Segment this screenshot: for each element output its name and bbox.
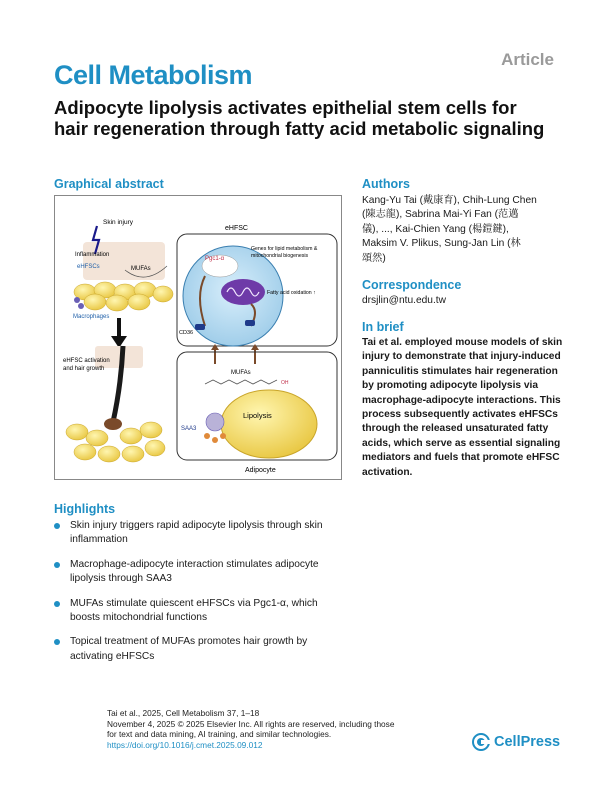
label-inflammation: Inflammation (75, 252, 110, 258)
citation-line: Tai et al., 2025, Cell Metabolism 37, 1–18 (107, 708, 260, 718)
label-adipocyte: Adipocyte (245, 467, 276, 474)
highlight-line: Topical treatment of MUFAs promotes hair growth by (70, 636, 308, 648)
brief-line: injury to demonstrate that injury-induced (362, 351, 561, 363)
label-ehfsc: eHFSC (225, 225, 248, 232)
graphical-abstract-figure[interactable] (54, 195, 342, 480)
label-fa-oxidation: Fatty acid oxidation ↑ (267, 290, 316, 296)
label-oh: OH (281, 380, 289, 386)
brief-line: panniculitis stimulates hair regeneration (362, 365, 558, 377)
article-type-label: Article (501, 50, 554, 69)
brief-line: by promoting adipocyte lipolysis via (362, 380, 539, 392)
authors-list (362, 194, 567, 266)
journal-name[interactable]: Cell Metabolism (54, 60, 253, 90)
brief-line: activation. (362, 466, 413, 478)
correspondence-heading: Correspondence (362, 278, 462, 292)
label-activation-1: eHFSC activation (63, 358, 110, 364)
cellpress-logo[interactable] (472, 733, 560, 751)
publisher-name: CellPress (494, 734, 561, 750)
bullet-icon (54, 523, 60, 529)
label-saa3: SAA3 (181, 426, 197, 432)
highlights-list (54, 519, 354, 674)
authors-heading: Authors (362, 177, 410, 191)
label-skin-injury: Skin injury (103, 219, 133, 226)
highlight-item (54, 519, 354, 548)
skin-injury-panel (73, 219, 173, 320)
copyright-line: for text and data mining, AI training, and similar technologies. (107, 729, 332, 739)
label-cd36: CD36 (179, 330, 194, 336)
brief-line: through the released unsaturated fatty (362, 423, 549, 435)
highlight-item (54, 597, 354, 626)
bullet-icon (54, 639, 60, 645)
label-ehfscs: eHFSCs (77, 264, 100, 270)
highlight-line: MUFAs stimulate quiescent eHFSCs via Pgc1-α, which (70, 597, 318, 609)
author-line: Maksim V. Plikus, Sung-Jan Lin (林 (362, 238, 521, 250)
correspondence-email[interactable]: drsjlin@ntu.edu.tw (362, 295, 446, 306)
citation-footer (107, 708, 407, 750)
highlights-heading: Highlights (54, 502, 116, 516)
brief-line: macrophage-adipocyte interactions. This (362, 394, 561, 406)
brief-line: Tai et al. employed mouse models of skin (362, 337, 563, 348)
brief-line: acids, which serve as essential signaling (362, 437, 561, 449)
author-line: (陳志龍), Sabrina Mai-Yi Fan (范邁 (362, 209, 519, 221)
highlight-line: Macrophage-adipocyte interaction stimulates adipocyte (70, 558, 319, 570)
brief-line: mediators and fuels that promote eHFSC (362, 452, 560, 464)
doi-link[interactable]: https://doi.org/10.1016/j.cmet.2025.09.012 (107, 739, 263, 750)
cellpress-icon (472, 733, 490, 751)
bullet-icon (54, 562, 60, 568)
graphical-abstract-heading: Graphical abstract (54, 177, 164, 191)
copyright-line: November 4, 2025 © 2025 Elsevier Inc. All rights are reserved, including those (107, 718, 395, 729)
author-line: 儀), ..., Kai-Chien Yang (楊鎧鍵), (362, 223, 509, 235)
highlight-item (54, 558, 354, 587)
label-lipolysis: Lipolysis (243, 411, 272, 420)
ehfsc-panel (177, 225, 337, 346)
label-pgc1a: Pgc1-α (205, 256, 225, 262)
in-brief-text (362, 336, 567, 480)
author-line: 頌然) (362, 252, 386, 264)
adipocyte-panel (177, 352, 337, 474)
label-genes-2: mitochondrial biogenesis (251, 253, 309, 259)
label-mufas-left: MUFAs (131, 266, 151, 272)
label-genes-1: Genes for lipid metabolism & (251, 246, 318, 252)
in-brief-heading: In brief (362, 320, 404, 334)
highlight-line: Skin injury triggers rapid adipocyte lipolysis through skin (70, 520, 323, 531)
label-mufas-right: MUFAs (231, 370, 251, 376)
article-title: Adipocyte lipolysis activates epithelial stem cells for hair regeneration through fatty acid metabolic signaling (54, 97, 545, 139)
fat-cluster-top (74, 282, 173, 311)
macrophage (206, 413, 224, 431)
highlight-line: inflammation (70, 534, 128, 546)
highlight-line: activating eHFSCs (70, 650, 155, 662)
highlight-line: boosts mitochondrial functions (70, 612, 208, 624)
highlight-line: lipolysis through SAA3 (70, 573, 172, 585)
brief-line: process subsequently activates eHFSCs (362, 409, 558, 421)
label-macrophages: Macrophages (73, 314, 110, 320)
highlight-item (54, 635, 354, 664)
author-line: Kang-Yu Tai (戴康育), Chih-Lung Chen (362, 195, 537, 206)
label-activation-2: and hair growth (63, 366, 105, 372)
bullet-icon (54, 601, 60, 607)
hair-growth-panel (63, 346, 165, 462)
